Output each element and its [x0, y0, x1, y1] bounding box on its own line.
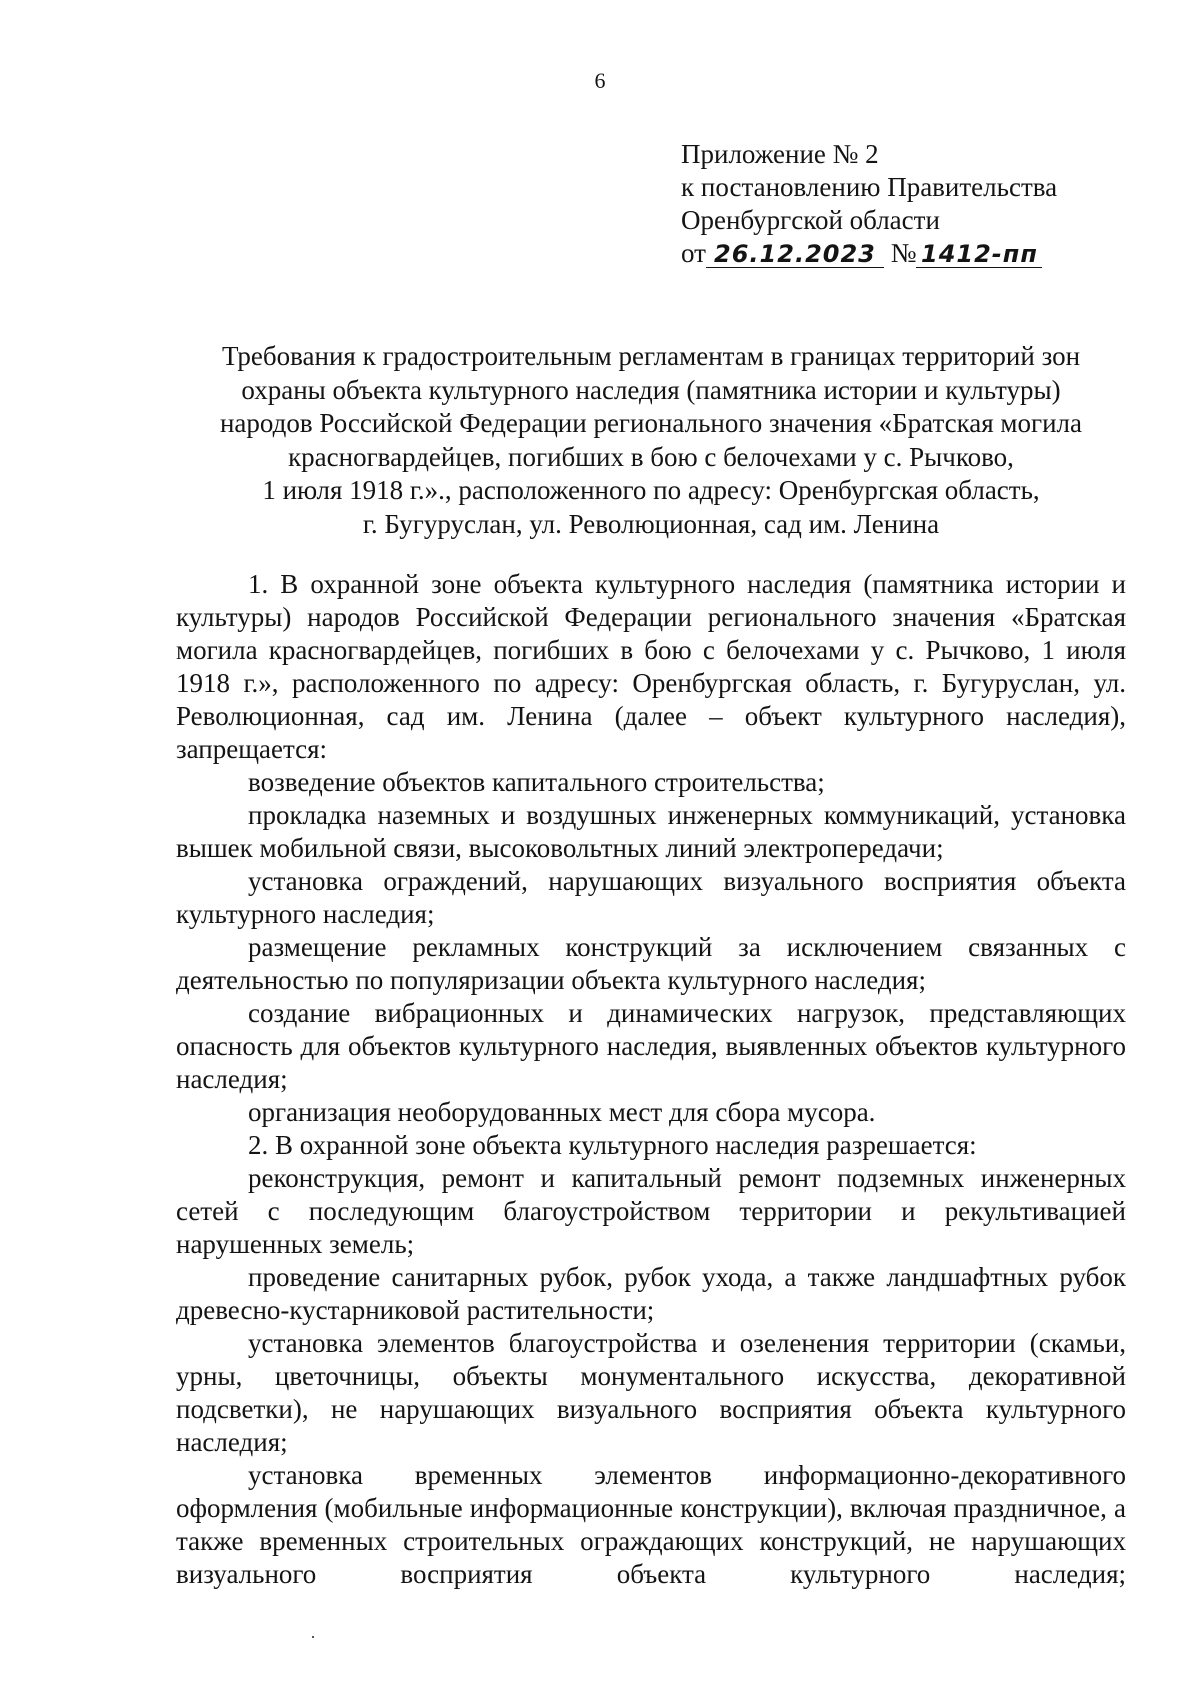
title-line: охраны объекта культурного наследия (памятника истории и культуры) — [241, 374, 1061, 405]
paragraph-1-prohibitions: 1. В охранной зоне объекта культурного наследия (памятника истории и культуры) народов Российской Федерации регионального значения «Братская могила красногвардейцев, погибших в бою с белочехами у с. Рычково, 1 июля 1918 г.», расположенного по адресу: Оренбургская область, г. Бугуруслан, ул. Революционная, сад им. Ленина (далее – объект культурного наследия), запрещается: — [176, 569, 1126, 764]
permission-item: установка элементов благоустройства и озеленения территории (скамьи, урны, цветочницы, объекты монументального искусства, декоративной подсветки), не нарушающих визуального восприятия объекта культурного наследия; — [176, 1328, 1126, 1457]
appendix-header — [681, 138, 1141, 270]
paragraph-2-permissions: 2. В охранной зоне объекта культурного наследия разрешается: — [248, 1130, 977, 1160]
scan-speck — [312, 1636, 314, 1638]
permission-item: проведение санитарных рубок, рубок ухода, а также ландшафтных рубок древесно-кустарниковой растительности; — [176, 1262, 1126, 1325]
title-line: народов Российской Федерации регионального значения «Братская могила — [219, 408, 1082, 438]
prohibition-item: установка ограждений, нарушающих визуального восприятия объекта культурного наследия; — [176, 866, 1126, 929]
number-prefix: № — [890, 238, 917, 268]
document-title — [176, 340, 1126, 541]
title-line: г. Бугуруслан, ул. Революционная, сад им. Ленина — [362, 508, 940, 539]
appendix-date-number-line — [681, 237, 1141, 270]
permission-item: установка временных элементов информационно-декоративного оформления (мобильные информационные конструкции), включая праздничное, а также временных строительных ограждающих конструкций, не нарушающих визуального восприятия объекта культурного наследия; — [176, 1460, 1126, 1589]
appendix-title: Приложение № 2 — [681, 139, 879, 169]
date-prefix: от — [681, 238, 706, 268]
appendix-region-line: Оренбургской области — [681, 205, 940, 235]
appendix-resolution-line: к постановлению Правительства — [681, 172, 1058, 202]
prohibition-item: размещение рекламных конструкций за исключением связанных с деятельностью по популяризации объекта культурного наследия; — [176, 932, 1126, 995]
prohibition-item: создание вибрационных и динамических нагрузок, представляющих опасность для объектов культурного наследия, выявленных объектов культурного наследия; — [176, 998, 1126, 1094]
document-body — [176, 568, 1126, 1591]
prohibition-item: возведение объектов капитального строительства; — [248, 767, 825, 797]
title-line: 1 июля 1918 г.»., расположенного по адресу: Оренбургская область, — [262, 475, 1040, 505]
page-number: 6 — [594, 68, 606, 93]
handwritten-date: 26.12.2023 — [706, 241, 884, 268]
title-line: Требования к градостроительным регламентам в границах территорий зон — [221, 341, 1081, 371]
handwritten-number: 1412-пп — [916, 241, 1042, 268]
prohibition-item: организация необорудованных мест для сбора мусора. — [248, 1097, 876, 1127]
permission-item: реконструкция, ремонт и капитальный ремонт подземных инженерных сетей с последующим благоустройством территории и рекультивацией нарушенных земель; — [176, 1163, 1126, 1259]
title-line: красногвардейцев, погибших в бою с белочехами у с. Рычково, — [288, 441, 1014, 472]
prohibition-item: прокладка наземных и воздушных инженерных коммуникаций, установка вышек мобильной связи, высоковольтных линий электропередачи; — [176, 800, 1126, 863]
